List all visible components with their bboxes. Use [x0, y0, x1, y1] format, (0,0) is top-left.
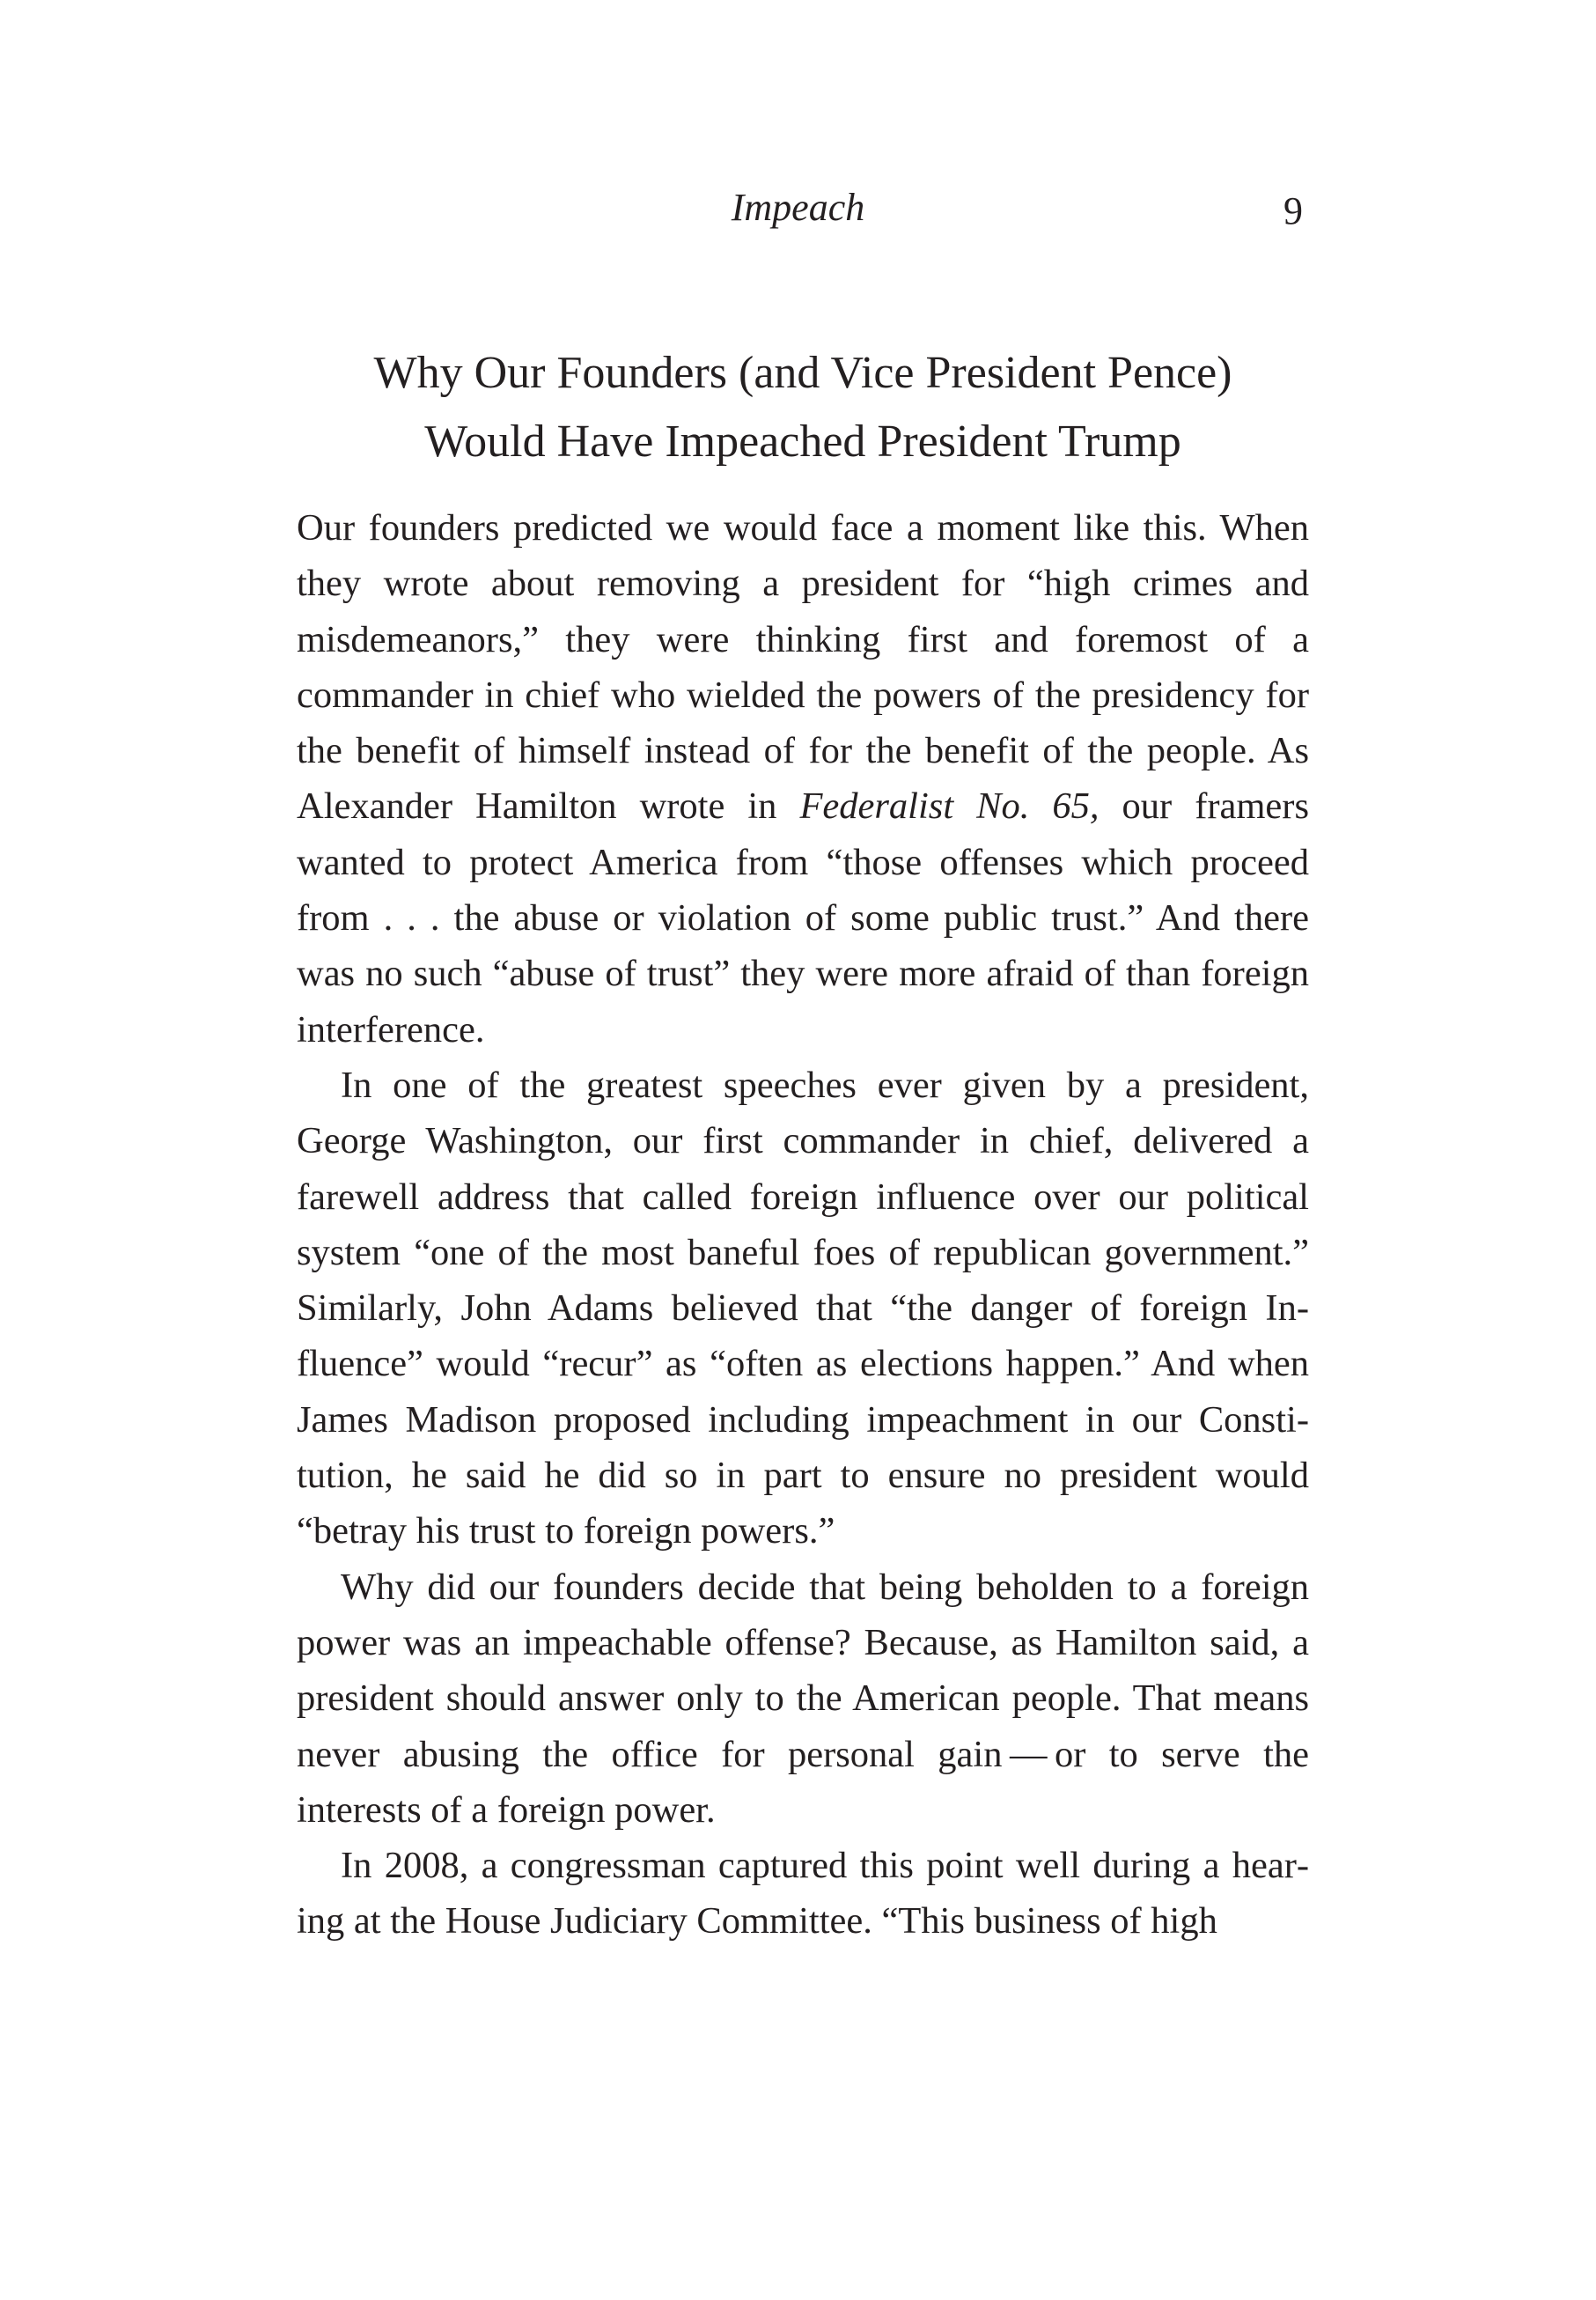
- paragraph-1: [297, 500, 1309, 1058]
- paragraph-1-text-a: Our founders predicted we would face a moment like this. When they wrote about removing a president for “high crimes and misdemeanors,” they were thinking first and foremost of a commander in chief who wielded the powers of the presidency for the benefit of himself instead of for the benefit of the people. As Alexander Hamilton wrote in: [297, 507, 1309, 828]
- page-number: 9: [1283, 189, 1303, 232]
- paragraph-1-text-b: our framers wanted to protect America from “those offenses which proceed from . . . the abuse or violation of some public trust.” And there was no such “abuse of trust” they were more afraid of than foreign interference.: [297, 785, 1309, 1050]
- paragraph-3: Why did our founders decide that being beholden to a foreign power was an impeachable offense? Because, as Hamilton said, a president should answer only to the American people. That means never abusing the office for personal gain — or to serve the interests of a foreign power.: [297, 1566, 1309, 1831]
- section-title-line-1: Why Our Founders (and Vice President Pence): [373, 348, 1232, 398]
- running-head-title: Impeach: [731, 186, 865, 229]
- section-title: [297, 339, 1309, 476]
- body-text: [297, 500, 1309, 1950]
- section-title-line-2: Would Have Impeached President Trump: [424, 417, 1181, 467]
- paragraph-4: In 2008, a congressman captured this point well during a hearing at the House Judiciary Committee. “This business of high: [297, 1845, 1309, 1942]
- paragraph-2: In one of the greatest speeches ever given by a president, George Washington, our first commander in chief, delivered a farewell address that called foreign influence over our political system “one of the most baneful foes of republican government.” Similarly, John Adams believed that “the danger of foreign Influence” would “recur” as “often as elections happen.” And when James Madison proposed including impeachment in our Constitution, he said he did so in part to ensure no president would “betray his trust to foreign powers.”: [297, 1064, 1309, 1552]
- paragraph-1-citation: Federalist No. 65,: [799, 785, 1100, 828]
